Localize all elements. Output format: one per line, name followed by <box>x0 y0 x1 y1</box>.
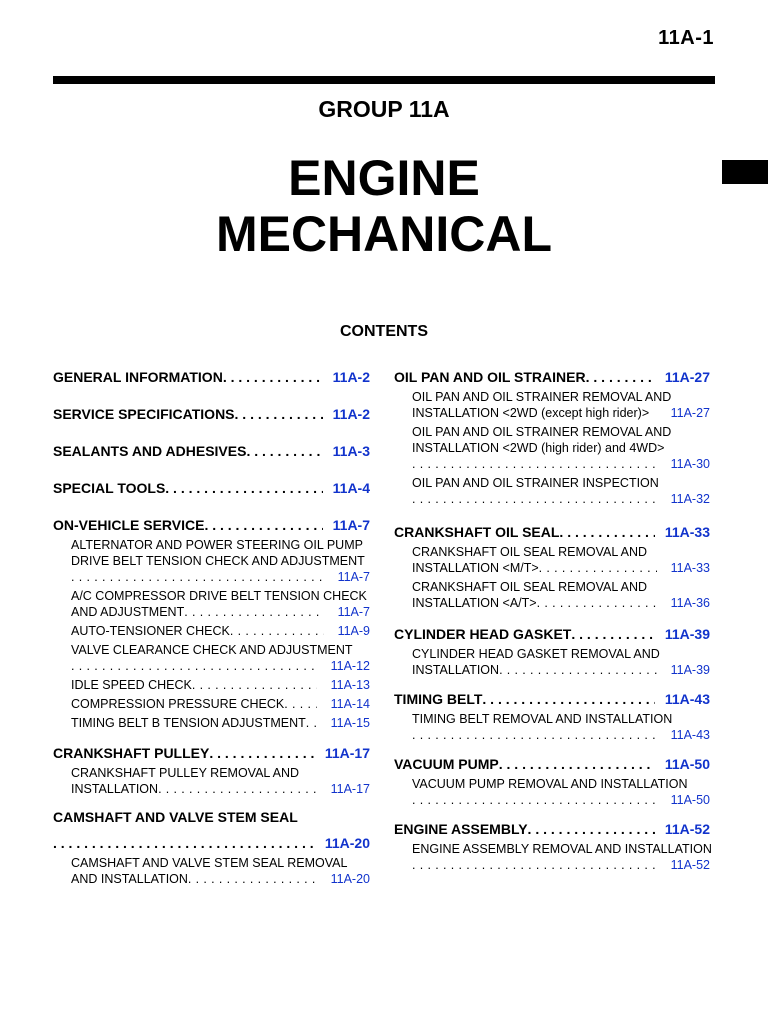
dot-leader <box>230 623 324 639</box>
toc-page-link[interactable]: 11A-20 <box>324 835 370 851</box>
toc-subsection-entry[interactable] <box>412 711 710 743</box>
dot-leader <box>71 569 324 585</box>
toc-subsection-entry[interactable] <box>71 677 370 693</box>
toc-page-link[interactable]: 11A-17 <box>324 745 370 761</box>
toc-subsection-text: COMPRESSION PRESSURE CHECK <box>71 697 285 711</box>
toc-section-entry[interactable] <box>394 755 710 773</box>
toc-subsection-row <box>412 405 710 421</box>
toc-page-link[interactable]: 11A-15 <box>330 716 370 730</box>
toc-subsection-entry[interactable] <box>412 646 710 678</box>
toc-subsection-list <box>53 855 370 887</box>
toc-section <box>53 405 370 423</box>
toc-subsection-row <box>71 569 370 585</box>
toc-section-entry[interactable] <box>53 744 370 762</box>
dot-leader <box>537 595 657 611</box>
toc-section-leader-row <box>53 834 370 852</box>
toc-subsection-entry[interactable] <box>412 579 710 611</box>
toc-subsection-row <box>412 857 710 873</box>
toc-subsection-entry[interactable] <box>71 588 370 620</box>
toc-section-title: VACUUM PUMP <box>394 756 499 772</box>
contents-heading: CONTENTS <box>340 323 428 340</box>
toc-page-link[interactable]: 11A-12 <box>330 659 370 673</box>
dot-leader <box>71 658 317 674</box>
toc-subsection-entry[interactable] <box>412 841 710 873</box>
toc-subsection-entry[interactable] <box>71 855 370 887</box>
toc-subsection-list <box>53 537 370 731</box>
toc-subsection-entry[interactable] <box>412 475 710 507</box>
dot-leader <box>165 479 322 497</box>
toc-page-link[interactable]: 11A-27 <box>664 369 710 385</box>
toc-section-entry[interactable] <box>394 368 710 386</box>
dot-leader <box>412 792 657 808</box>
toc-section <box>53 442 370 460</box>
toc-subsection-text: IDLE SPEED CHECK <box>71 678 192 692</box>
toc-subsection-text: INSTALLATION <M/T> <box>412 561 539 575</box>
dot-leader <box>412 857 657 873</box>
toc-subsection-entry[interactable] <box>71 537 370 585</box>
toc-subsection-text: TIMING BELT REMOVAL AND INSTALLATION <box>412 712 673 726</box>
toc-subsection-text: CRANKSHAFT OIL SEAL REMOVAL AND <box>412 580 648 594</box>
toc-subsection-text: INSTALLATION <A/T> <box>412 596 537 610</box>
toc-subsection-row <box>71 623 370 639</box>
toc-section <box>394 368 710 507</box>
toc-subsection-row <box>412 595 710 611</box>
toc-section-title: SERVICE SPECIFICATIONS <box>53 406 235 422</box>
toc-page-link[interactable]: 11A-43 <box>670 728 710 742</box>
toc-subsection-text: CRANKSHAFT PULLEY REMOVAL AND <box>71 766 300 780</box>
toc-subsection-text: AND ADJUSTMENT <box>71 605 185 619</box>
dot-leader <box>184 604 323 620</box>
toc-section-title: SPECIAL TOOLS <box>53 480 166 496</box>
toc-page-link[interactable]: 11A-32 <box>670 492 710 506</box>
toc-section-title: ENGINE ASSEMBLY <box>394 821 528 837</box>
toc-subsection-text: CYLINDER HEAD GASKET REMOVAL AND <box>412 647 660 661</box>
toc-section <box>394 523 710 611</box>
toc-subsection-row <box>71 658 370 674</box>
toc-page-link[interactable]: 11A-3 <box>332 443 370 459</box>
toc-subsection-row <box>412 662 710 678</box>
toc-page-link[interactable]: 11A-43 <box>664 691 710 707</box>
toc-page-link[interactable]: 11A-33 <box>670 561 710 575</box>
toc-subsection-list <box>394 389 710 507</box>
dot-leader <box>571 625 654 643</box>
toc-page-link[interactable]: 11A-52 <box>664 821 710 837</box>
toc-subsection-row <box>71 715 370 731</box>
toc-subsection-text: ENGINE ASSEMBLY REMOVAL AND INSTALLATION <box>412 842 712 856</box>
toc-subsection-row <box>71 871 370 887</box>
toc-section <box>53 368 370 386</box>
page-title <box>0 150 768 262</box>
toc-section-title: TIMING BELT <box>394 691 483 707</box>
dot-leader <box>528 820 655 838</box>
toc-page-link[interactable]: 11A-2 <box>332 369 370 385</box>
toc-subsection-text: DRIVE BELT TENSION CHECK AND ADJUSTMENT <box>71 554 365 568</box>
toc-subsection-entry[interactable] <box>71 696 370 712</box>
toc-page-link[interactable]: 11A-20 <box>330 872 370 886</box>
toc-section <box>394 820 710 873</box>
dot-leader <box>482 690 654 708</box>
dot-leader <box>158 781 317 797</box>
toc-page-link[interactable]: 11A-7 <box>337 605 370 619</box>
toc-section-title: CYLINDER HEAD GASKET <box>394 626 572 642</box>
toc-section-title: CRANKSHAFT OIL SEAL <box>394 524 560 540</box>
dot-leader <box>188 871 317 887</box>
toc-section <box>53 808 370 887</box>
toc-subsection-text: OIL PAN AND OIL STRAINER REMOVAL AND <box>412 390 672 404</box>
toc-subsection-text: CRANKSHAFT OIL SEAL REMOVAL AND <box>412 545 648 559</box>
toc-section <box>53 744 370 797</box>
toc-section <box>394 755 710 808</box>
toc-section-entry[interactable] <box>53 405 370 423</box>
toc-section-entry[interactable] <box>394 625 710 643</box>
toc-subsection-text: VALVE CLEARANCE CHECK AND ADJUSTMENT <box>71 643 353 657</box>
toc-subsection-row <box>71 696 370 712</box>
toc-subsection-row <box>412 792 710 808</box>
toc-section <box>394 690 710 743</box>
toc-section <box>53 479 370 497</box>
toc-section-entry[interactable] <box>53 442 370 460</box>
dot-leader <box>204 516 322 534</box>
dot-leader <box>499 662 657 678</box>
toc-subsection-text: INSTALLATION <box>71 782 159 796</box>
toc-subsection-row <box>412 560 710 576</box>
toc-subsection-list <box>394 544 710 611</box>
toc-subsection-row <box>412 727 710 743</box>
toc-subsection-text: INSTALLATION <box>412 663 500 677</box>
page-number: 11A-1 <box>658 27 714 49</box>
toc-subsection-text: INSTALLATION <2WD (high rider) and 4WD> <box>412 441 665 455</box>
toc-section-title: SEALANTS AND ADHESIVES <box>53 443 247 459</box>
toc-page-link[interactable]: 11A-9 <box>337 624 370 638</box>
toc-section-title: CAMSHAFT AND VALVE STEM SEAL <box>53 809 298 825</box>
toc-page-link[interactable]: 11A-7 <box>332 517 370 533</box>
dot-leader <box>235 405 323 423</box>
toc-subsection-text: INSTALLATION <2WD (except high rider)> <box>412 406 650 420</box>
toc-subsection-row <box>71 604 370 620</box>
dot-leader <box>223 368 323 386</box>
toc-page-link[interactable]: 11A-17 <box>330 782 370 796</box>
toc-page-link[interactable]: 11A-39 <box>670 663 710 677</box>
toc-subsection-row <box>412 456 710 472</box>
dot-leader <box>412 456 657 472</box>
toc-subsection-entry[interactable] <box>412 424 710 472</box>
toc-page-link[interactable]: 11A-4 <box>332 480 370 496</box>
toc-page-link[interactable]: 11A-14 <box>330 697 370 711</box>
toc-section-title: OIL PAN AND OIL STRAINER <box>394 369 586 385</box>
title-line-1: ENGINE <box>288 150 480 206</box>
toc-page-link[interactable]: 11A-13 <box>330 678 370 692</box>
toc-subsection-list <box>394 646 710 678</box>
toc-page-link[interactable]: 11A-36 <box>670 596 710 610</box>
dot-leader <box>412 727 657 743</box>
header-rule <box>53 76 715 84</box>
toc-subsection-row <box>71 781 370 797</box>
toc-right-column <box>394 368 710 876</box>
toc-section-title: ON-VEHICLE SERVICE <box>53 517 205 533</box>
toc-subsection-row <box>412 491 710 507</box>
toc-subsection-text: VACUUM PUMP REMOVAL AND INSTALLATION <box>412 777 688 791</box>
toc-subsection-entry[interactable] <box>71 765 370 797</box>
toc-page-link[interactable]: 11A-30 <box>670 457 710 471</box>
toc-subsection-text: A/C COMPRESSOR DRIVE BELT TENSION CHECK <box>71 589 367 603</box>
toc-section-title: CRANKSHAFT PULLEY <box>53 745 210 761</box>
toc-page-link[interactable]: 11A-39 <box>664 626 710 642</box>
toc-section-entry[interactable] <box>394 820 710 838</box>
toc-section-entry[interactable] <box>53 368 370 386</box>
toc-section <box>53 516 370 731</box>
toc-page-link[interactable]: 11A-27 <box>670 406 710 420</box>
dot-leader <box>284 696 316 712</box>
dot-leader <box>412 491 657 507</box>
toc-subsection-list <box>394 776 710 808</box>
toc-page-link[interactable]: 11A-7 <box>337 570 370 584</box>
dot-leader <box>209 744 315 762</box>
toc-subsection-entry[interactable] <box>412 389 710 421</box>
toc-section <box>394 625 710 678</box>
toc-subsection-entry[interactable] <box>71 623 370 639</box>
dot-leader <box>586 368 655 386</box>
toc-subsection-text: AUTO-TENSIONER CHECK <box>71 624 230 638</box>
toc-section-entry[interactable] <box>53 516 370 534</box>
toc-page-link[interactable]: 11A-50 <box>670 793 710 807</box>
dot-leader <box>306 715 317 731</box>
toc-page-link[interactable]: 11A-33 <box>664 524 710 540</box>
toc-section-entry[interactable] <box>53 479 370 497</box>
dot-leader <box>53 834 315 852</box>
toc-subsection-entry[interactable] <box>412 776 710 808</box>
toc-subsection-list <box>53 765 370 797</box>
toc-subsection-text: AND INSTALLATION <box>71 872 188 886</box>
toc-left-column <box>53 368 370 890</box>
toc-page-link[interactable]: 11A-52 <box>670 858 710 872</box>
toc-subsection-text: CAMSHAFT AND VALVE STEM SEAL REMOVAL <box>71 856 348 870</box>
toc-section-title: GENERAL INFORMATION <box>53 369 223 385</box>
toc-subsection-row <box>71 677 370 693</box>
toc-subsection-entry[interactable] <box>412 544 710 576</box>
dot-leader <box>246 442 322 460</box>
toc-section-entry[interactable] <box>394 690 710 708</box>
toc-subsection-text: ALTERNATOR AND POWER STEERING OIL PUMP <box>71 538 363 552</box>
dot-leader <box>559 523 654 541</box>
toc-subsection-entry[interactable] <box>71 642 370 674</box>
toc-section-entry[interactable] <box>53 808 370 852</box>
toc-section-entry[interactable] <box>394 523 710 541</box>
toc-subsection-text: OIL PAN AND OIL STRAINER REMOVAL AND <box>412 425 672 439</box>
dot-leader <box>539 560 657 576</box>
group-label: GROUP 11A <box>318 96 450 122</box>
dot-leader <box>192 677 317 693</box>
toc-page-link[interactable]: 11A-50 <box>664 756 710 772</box>
toc-subsection-text: OIL PAN AND OIL STRAINER INSPECTION <box>412 476 659 490</box>
toc-subsection-entry[interactable] <box>71 715 370 731</box>
toc-subsection-list <box>394 711 710 743</box>
toc-subsection-text: TIMING BELT B TENSION ADJUSTMENT <box>71 716 306 730</box>
dot-leader <box>499 755 655 773</box>
toc-page-link[interactable]: 11A-2 <box>332 406 370 422</box>
toc-subsection-list <box>394 841 710 873</box>
title-line-2: MECHANICAL <box>215 206 553 262</box>
